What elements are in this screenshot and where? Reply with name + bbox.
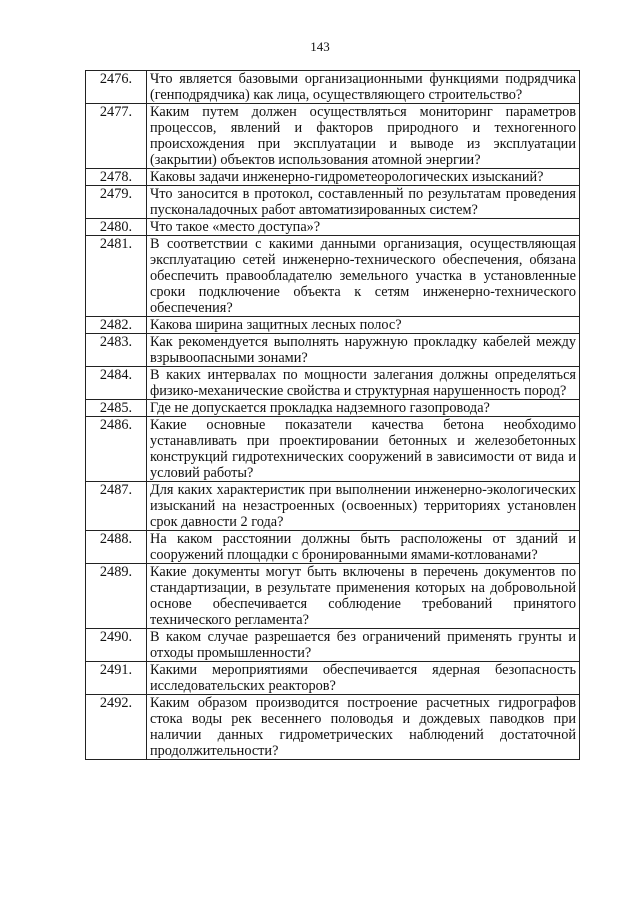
question-number: 2492. [86, 695, 147, 760]
table-row [86, 186, 580, 219]
question-number: 2477. [86, 104, 147, 169]
question-text: В каких интервалах по мощности залегания должны определяться физико-механические свойства и структурная нарушенность пород? [147, 367, 580, 400]
table-row [86, 531, 580, 564]
table-row [86, 169, 580, 186]
question-text: В каком случае разрешается без ограничений применять грунты и отходы промышленности? [147, 629, 580, 662]
question-text: Каким образом производится построение расчетных гидрографов стока воды рек весеннего половодья и дождевых паводков при наличии данных гидрометрических наблюдений достаточной продолжительности? [147, 695, 580, 760]
question-text: Какова ширина защитных лесных полос? [147, 317, 580, 334]
question-text: Где не допускается прокладка надземного газопровода? [147, 400, 580, 417]
question-number: 2478. [86, 169, 147, 186]
question-number: 2481. [86, 236, 147, 317]
question-text: На каком расстоянии должны быть расположены от зданий и сооружений площадки с бронированными ямами-котлованами? [147, 531, 580, 564]
table-row [86, 695, 580, 760]
table-row [86, 317, 580, 334]
table-row [86, 219, 580, 236]
table-row [86, 104, 580, 169]
question-number: 2479. [86, 186, 147, 219]
table-row [86, 629, 580, 662]
question-number: 2482. [86, 317, 147, 334]
question-number: 2487. [86, 482, 147, 531]
question-text: Как рекомендуется выполнять наружную прокладку кабелей между взрывоопасными зонами? [147, 334, 580, 367]
table-row [86, 417, 580, 482]
table-row [86, 400, 580, 417]
question-text: Каким путем должен осуществляться мониторинг параметров процессов, явлений и факторов природного и техногенного происхождения при эксплуатации и выводе из эксплуатации (закрытии) объектов использования атомной энергии? [147, 104, 580, 169]
question-number: 2490. [86, 629, 147, 662]
question-text: В соответствии с какими данными организация, осуществляющая эксплуатацию сетей инженерно-технического обеспечения, обязана обеспечить правообладателю земельного участка в установленные сроки подключение объекта к сетям инженерно-технического обеспечения? [147, 236, 580, 317]
question-number: 2485. [86, 400, 147, 417]
question-number: 2483. [86, 334, 147, 367]
table-row [86, 236, 580, 317]
question-number: 2489. [86, 564, 147, 629]
question-number: 2491. [86, 662, 147, 695]
table-row [86, 662, 580, 695]
question-number: 2484. [86, 367, 147, 400]
table-row [86, 334, 580, 367]
table-row [86, 71, 580, 104]
table-row [86, 564, 580, 629]
table-row [86, 482, 580, 531]
questions-table-body [86, 71, 580, 760]
question-text: Какие документы могут быть включены в перечень документов по стандартизации, в результате применения которых на добровольной основе обеспечивается соблюдение требований принятого технического регламента? [147, 564, 580, 629]
question-number: 2476. [86, 71, 147, 104]
question-text: Что является базовыми организационными функциями подрядчика (генподрядчика) как лица, осуществляющего строительство? [147, 71, 580, 104]
question-text: Что заносится в протокол, составленный по результатам проведения пусконаладочных работ автоматизированных систем? [147, 186, 580, 219]
question-number: 2486. [86, 417, 147, 482]
question-text: Какие основные показатели качества бетона необходимо устанавливать при проектировании бетонных и железобетонных конструкций гидротехнических сооружений в зависимости от вида и условий работы? [147, 417, 580, 482]
questions-table [85, 70, 580, 760]
page-number: 143 [310, 39, 330, 54]
table-row [86, 367, 580, 400]
question-text: Для каких характеристик при выполнении инженерно-экологических изысканий на незастроенных (освоенных) территориях установлен срок давности 2 года? [147, 482, 580, 531]
question-number: 2480. [86, 219, 147, 236]
question-text: Что такое «место доступа»? [147, 219, 580, 236]
question-text: Какими мероприятиями обеспечивается ядерная безопасность исследовательских реакторов? [147, 662, 580, 695]
question-text: Каковы задачи инженерно-гидрометеорологических изысканий? [147, 169, 580, 186]
question-number: 2488. [86, 531, 147, 564]
